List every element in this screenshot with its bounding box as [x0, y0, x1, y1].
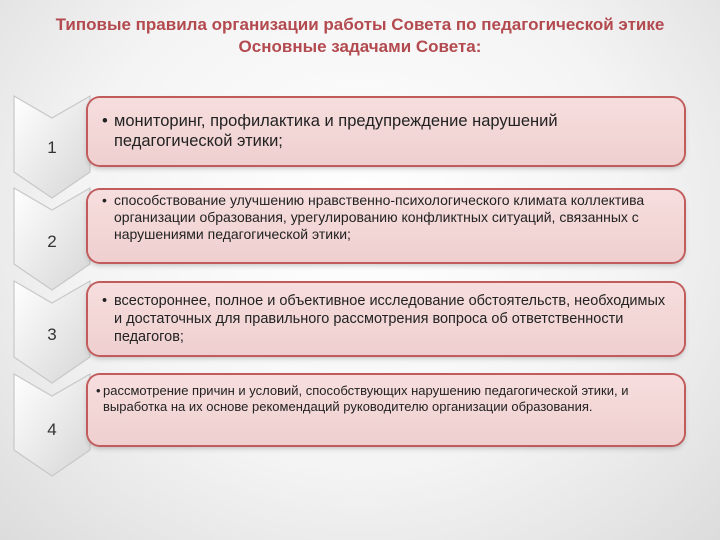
- step-number-2: 2: [47, 232, 57, 251]
- task-item-1: [102, 111, 670, 151]
- bullet-icon: •: [102, 192, 107, 208]
- task-item-4: [96, 383, 670, 415]
- slide-title: [0, 14, 720, 58]
- bullet-icon: •: [96, 383, 101, 398]
- task-text-4: рассмотрение причин и условий, способствующих нарушению педагогической этики, и выработка на их основе рекомендаций руководителю организации образования.: [103, 383, 629, 414]
- task-text-3: всестороннее, полное и объективное исследование обстоятельств, необходимых и достаточных для правильного рассмотрения вопроса об ответственности педагогов;: [114, 293, 666, 345]
- step-number-3: 3: [47, 325, 57, 344]
- task-box-3: [88, 283, 684, 355]
- task-item-3: [102, 292, 670, 346]
- bullet-icon: •: [102, 112, 108, 130]
- step-number-1: 1: [47, 138, 57, 157]
- bullet-icon: •: [102, 293, 108, 309]
- task-text-2: способствование улучшению нравственно-психологического климата коллектива организации образования, урегулированию конфликтных ситуаций, связанных с нарушениями педагогической этики;: [114, 192, 645, 242]
- task-box-4: [88, 375, 684, 445]
- step-number-4: 4: [47, 420, 57, 439]
- title-line-1: Типовые правила организации работы Совета по педагогической этике: [55, 15, 665, 34]
- task-box-1: [88, 98, 684, 165]
- task-text-1: мониторинг, профилактика и предупреждение нарушений педагогической этики;: [114, 112, 558, 150]
- task-item-2: [102, 192, 670, 243]
- task-box-2: [88, 190, 684, 262]
- title-line-2: Основные задачами Совета:: [238, 37, 482, 56]
